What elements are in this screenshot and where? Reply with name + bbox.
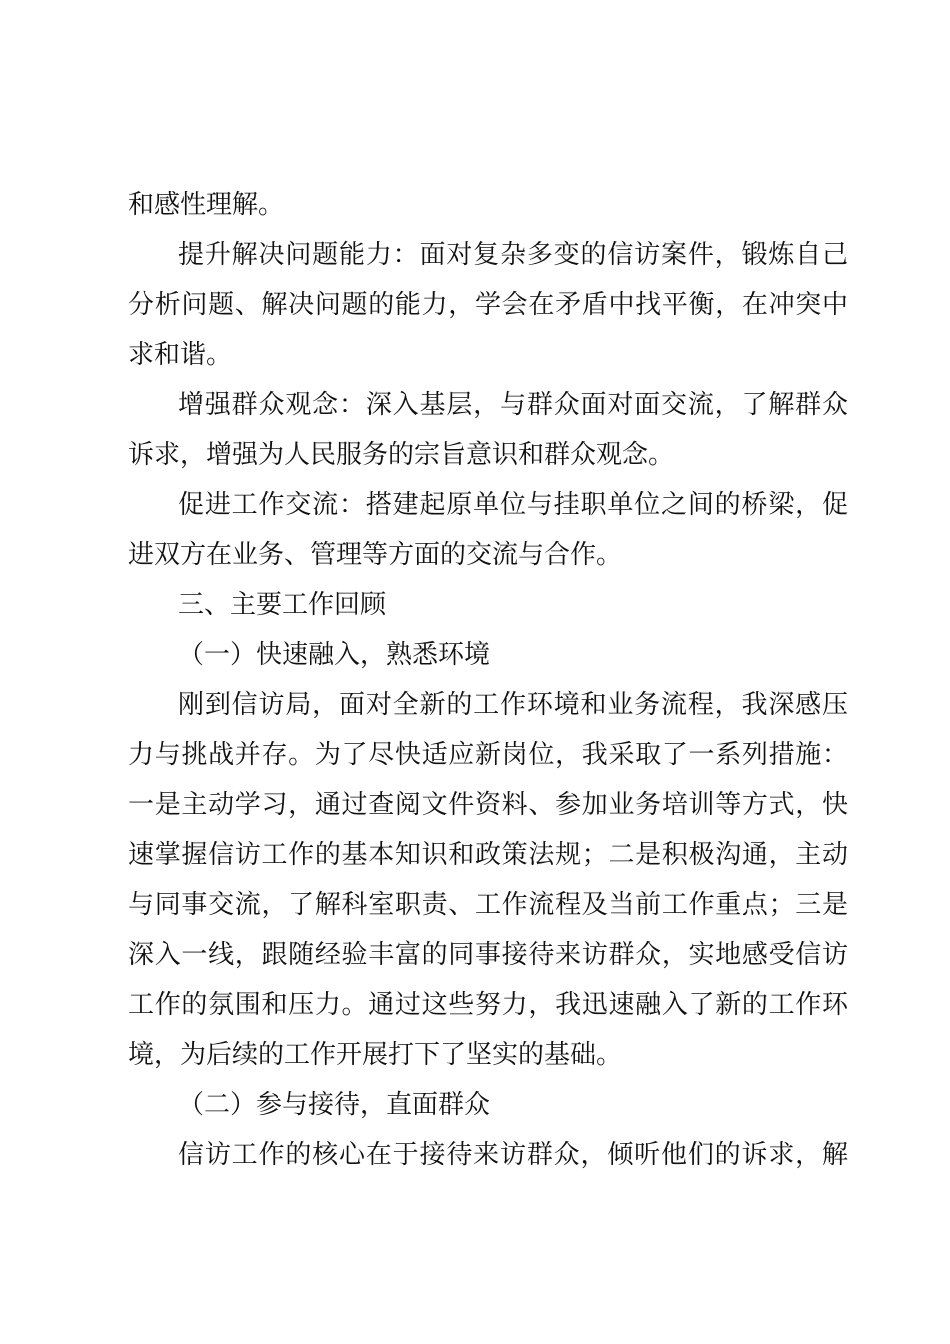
text-line: 求和谐。 [128,340,233,370]
text-line: 力与挑战并存。为了尽快适应新岗位，我采取了一系列措施： [128,740,848,770]
paragraph-start-line: 刚到信访局，面对全新的工作环境和业务流程，我深感压 [178,690,848,720]
subsection-heading: （二）参与接待，直面群众 [178,1090,491,1120]
paragraph-start-line: 促进工作交流：搭建起原单位与挂职单位之间的桥梁，促 [178,490,848,520]
text-line: 境，为后续的工作开展打下了坚实的基础。 [128,1040,623,1070]
paragraph-start-line: 增强群众观念：深入基层，与群众面对面交流，了解群众 [178,390,848,420]
text-line: 分析问题、解决问题的能力，学会在矛盾中找平衡，在冲突中 [128,290,848,320]
subsection-heading: （一）快速融入，熟悉环境 [178,640,491,670]
paragraph-start-line: 提升解决问题能力：面对复杂多变的信访案件，锻炼自己 [178,240,848,270]
section-heading: 三、主要工作回顾 [178,590,387,620]
text-line: 诉求，增强为人民服务的宗旨意识和群众观念。 [128,440,675,470]
text-line: 进双方在业务、管理等方面的交流与合作。 [128,540,623,570]
text-line: 深入一线，跟随经验丰富的同事接待来访群众，实地感受信访 [128,940,848,970]
paragraph-start-line: 信访工作的核心在于接待来访群众，倾听他们的诉求，解 [178,1140,848,1170]
text-line: 和感性理解。 [128,190,285,220]
text-line: 与同事交流，了解科室职责、工作流程及当前工作重点；三是 [128,890,848,920]
text-line: 工作的氛围和压力。通过这些努力，我迅速融入了新的工作环 [128,990,848,1020]
text-line: 速掌握信访工作的基本知识和政策法规；二是积极沟通，主动 [128,840,848,870]
text-line: 一是主动学习，通过查阅文件资料、参加业务培训等方式，快 [128,790,848,820]
